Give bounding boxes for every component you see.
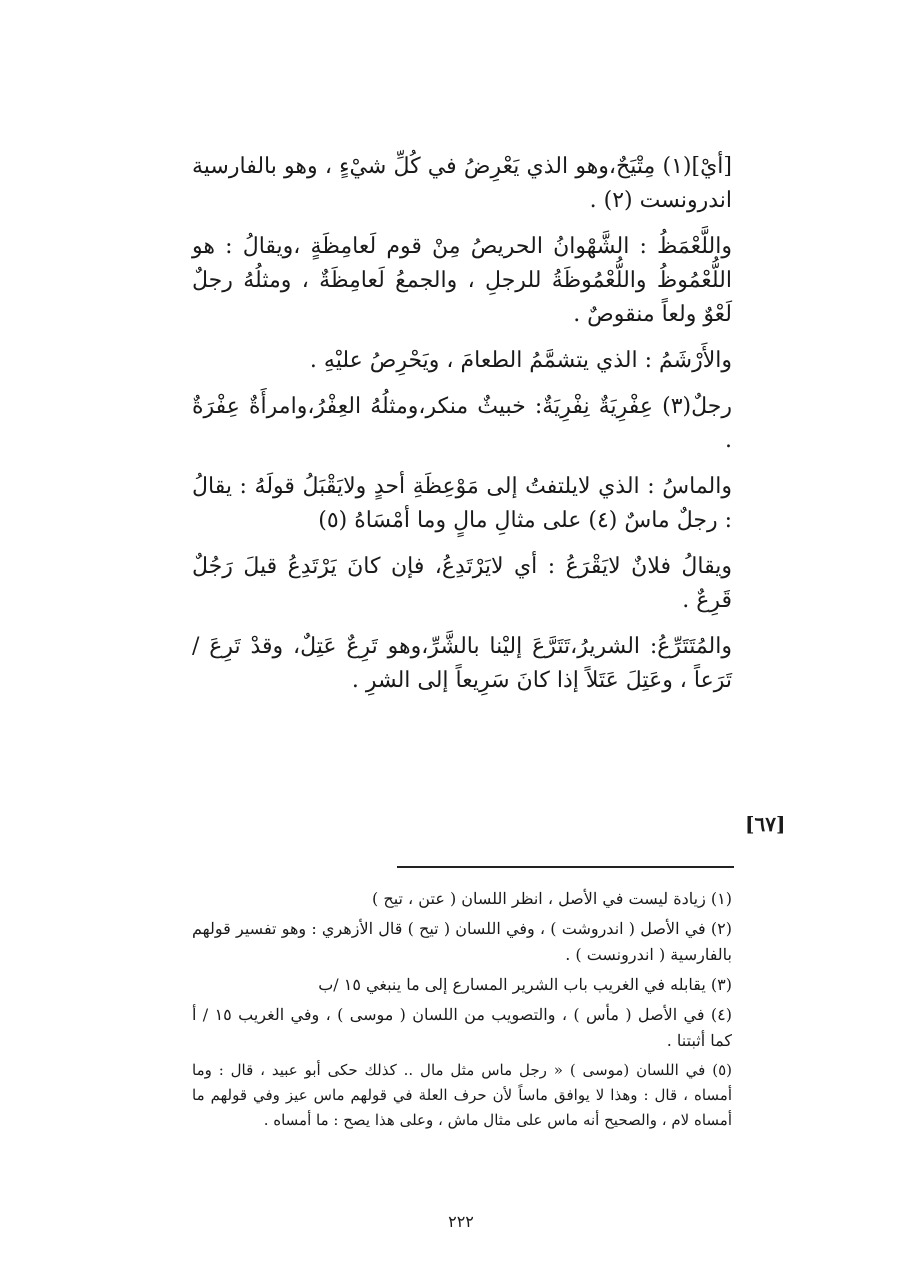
page-number: ٢٢٢ [448, 1212, 474, 1231]
paragraph-mutatarri: والمُتَتَرِّعُ: الشريرُ،تَتَرَّعَ إليْنا بالشَّرِّ،وهو تَرِعٌ عَتِلٌ، وقدْ تَرِعَ / تَرَعاً ، وعَتِلَ عَتَلاً إذا كانَ سَرِيعاً إلى الشرِ . [192, 634, 732, 693]
footnote-divider [397, 866, 734, 868]
paragraph-yaqra: ويقالُ فلانٌ لايَقْرَعُ : أي لايَرْتَدِعُ، فإن كانَ يَرْتَدِعُ قيلَ رَجُلٌ قَرِعٌ . [192, 554, 732, 613]
paragraph-ifriya: رجلٌ(٣) عِفْرِيَةٌ نِفْرِيَةٌ: خبيثٌ منكر،ومثلُهُ العِفْرُ،وامرأَةٌ عِفْرَةٌ . [192, 394, 732, 453]
footnote-4: (٤) في الأصل ( مأس ) ، والتصويب من اللسان ( موسى ) ، وفي الغريب ١٥ / أ كما أثبتنا . [192, 1005, 732, 1050]
paragraph-mityah: [أيْ](١) مِتْيَحٌ،وهو الذي يَعْرِضُ في كُلِّ شيْءٍ ، وهو بالفارسية اندرونست (٢) . [192, 154, 732, 213]
footnote-5: (٥) في اللسان (موسى ) « رجل ماس مثل مال .. كذلك حكى أبو عبيد ، قال : وما أمساه ، قال : وهذا لا يوافق ماساً لأن حرف العلة في قولهم ماس عيز وفي قولهم ما أمساه لام ، والصحيح أنه ماس على مثال ماش ، وعلى هذا يصح : ما أمساه . [192, 1061, 732, 1129]
footnote-2: (٢) في الأصل ( اندروشت ) ، وفي اللسان ( تيح ) قال الأزهري : وهو تفسير قولهم بالفارسية ( اندرونست ) . [192, 919, 732, 964]
margin-folio-note: [٦٧] [745, 812, 786, 836]
main-text-block [192, 150, 732, 710]
footnote-3: (٣) يقابله في الغريب باب الشرير المسارع إلى ما ينبغي ١٥ /ب [318, 975, 732, 994]
paragraph-mas: والماسُ : الذي لايلتفتُ إلى مَوْعِظَةِ أحدٍ ولايَقْبَلُ قولَهُ : يقالُ : رجلٌ ماسٌ (٤) على مثالِ مالٍ وما أمْسَاهُ (٥) [192, 474, 732, 533]
paragraph-arsham: والأَرْشَمُ : الذي يتشمَّمُ الطعامَ ، ويَحْرِصُ عليْهِ . [309, 348, 732, 373]
paragraph-laamaz: واللَّعْمَظُ : الشَّهْوانُ الحريصُ مِنْ قوم لَعامِظَةٍ ،ويقالُ : هو اللُّعْمُوظُ واللُّعْمُوظَةُ للرجلِ ، والجمعُ لَعامِظَةٌ ، ومثلُهُ رجلٌ لَعْوٌ ولعاً منقوصٌ . [192, 234, 732, 327]
footnotes-block [192, 886, 732, 1137]
footnote-1: (١) زيادة ليست في الأصل ، انظر اللسان ( عتن ، تيح ) [372, 889, 732, 908]
